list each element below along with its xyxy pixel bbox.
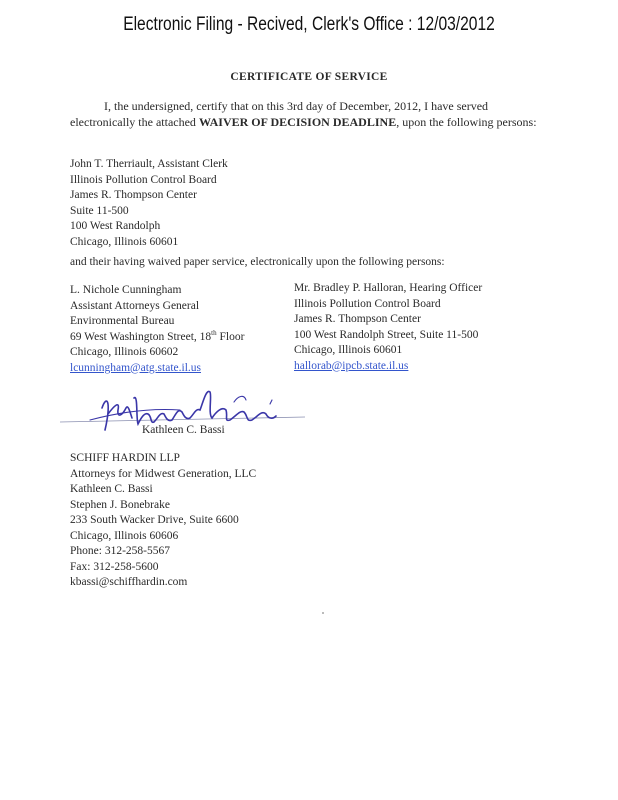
filing-stamp: Electronic Filing - Recived, Clerk's Office : 12/03/2012 xyxy=(123,14,495,35)
primary-recipient-address xyxy=(70,157,228,250)
email-link[interactable]: hallorab@ipcb.state.il.us xyxy=(294,359,409,372)
left-recipient-address xyxy=(70,283,244,376)
firm-line: Fax: 312-258-5600 xyxy=(70,560,159,573)
firm-email: kbassi@schiffhardin.com xyxy=(70,576,188,588)
address-line: Chicago, Illinois 60601 xyxy=(294,344,403,356)
firm-signature-block xyxy=(70,451,256,591)
document-title: CERTIFICATE OF SERVICE xyxy=(230,71,388,83)
address-line: Chicago, Illinois 60602 xyxy=(70,346,179,358)
street-text: 69 West Washington Street, 18 xyxy=(70,330,212,343)
scan-speck xyxy=(322,612,324,614)
ordinal-suffix: th xyxy=(211,328,217,337)
address-line: Chicago, Illinois 60601 xyxy=(70,235,179,248)
address-line: Environmental Bureau xyxy=(70,315,175,327)
firm-line: Kathleen C. Bassi xyxy=(70,483,153,495)
intro-text: I, the undersigned, certify that on this 3rd day of December, 2012, I have served electronically the attached xyxy=(70,99,489,129)
firm-line: Stephen J. Bonebrake xyxy=(70,498,170,511)
address-line: John T. Therriault, Assistant Clerk xyxy=(70,158,228,170)
signatory-name: Kathleen C. Bassi xyxy=(142,424,225,436)
firm-line: 233 South Wacker Drive, Suite 6600 xyxy=(70,514,239,526)
firm-line: Phone: 312-258-5567 xyxy=(70,545,170,557)
address-line: 100 West Randolph Street, Suite 11-500 xyxy=(294,328,479,341)
email-link[interactable]: lcunningham@atg.state.il.us xyxy=(70,361,201,374)
address-line: Illinois Pollution Control Board xyxy=(294,297,441,310)
address-line: Illinois Pollution Control Board xyxy=(70,173,217,186)
address-line: James R. Thompson Center xyxy=(70,189,197,201)
certification-paragraph xyxy=(70,98,540,130)
waived-service-statement: and their having waived paper service, electronically upon the following persons: xyxy=(70,256,445,268)
address-line: Assistant Attorneys General xyxy=(70,299,200,312)
address-line: Mr. Bradley P. Halloran, Hearing Officer xyxy=(294,282,483,294)
firm-line: Chicago, Illinois 60606 xyxy=(70,529,179,542)
right-recipient-address xyxy=(294,281,482,374)
street-suffix: Floor xyxy=(216,330,245,343)
address-line: L. Nichole Cunningham xyxy=(70,284,182,296)
firm-line: SCHIFF HARDIN LLP xyxy=(70,452,180,464)
address-line: 100 West Randolph xyxy=(70,220,161,232)
intro-text-end: , upon the following persons: xyxy=(396,115,537,129)
document-name: WAIVER OF DECISION DEADLINE xyxy=(198,115,397,129)
address-line: James R. Thompson Center xyxy=(294,313,421,325)
address-street-line xyxy=(70,330,244,346)
address-line: Suite 11-500 xyxy=(70,204,129,217)
signature-stroke xyxy=(90,396,272,420)
firm-line: Attorneys for Midwest Generation, LLC xyxy=(70,467,257,480)
